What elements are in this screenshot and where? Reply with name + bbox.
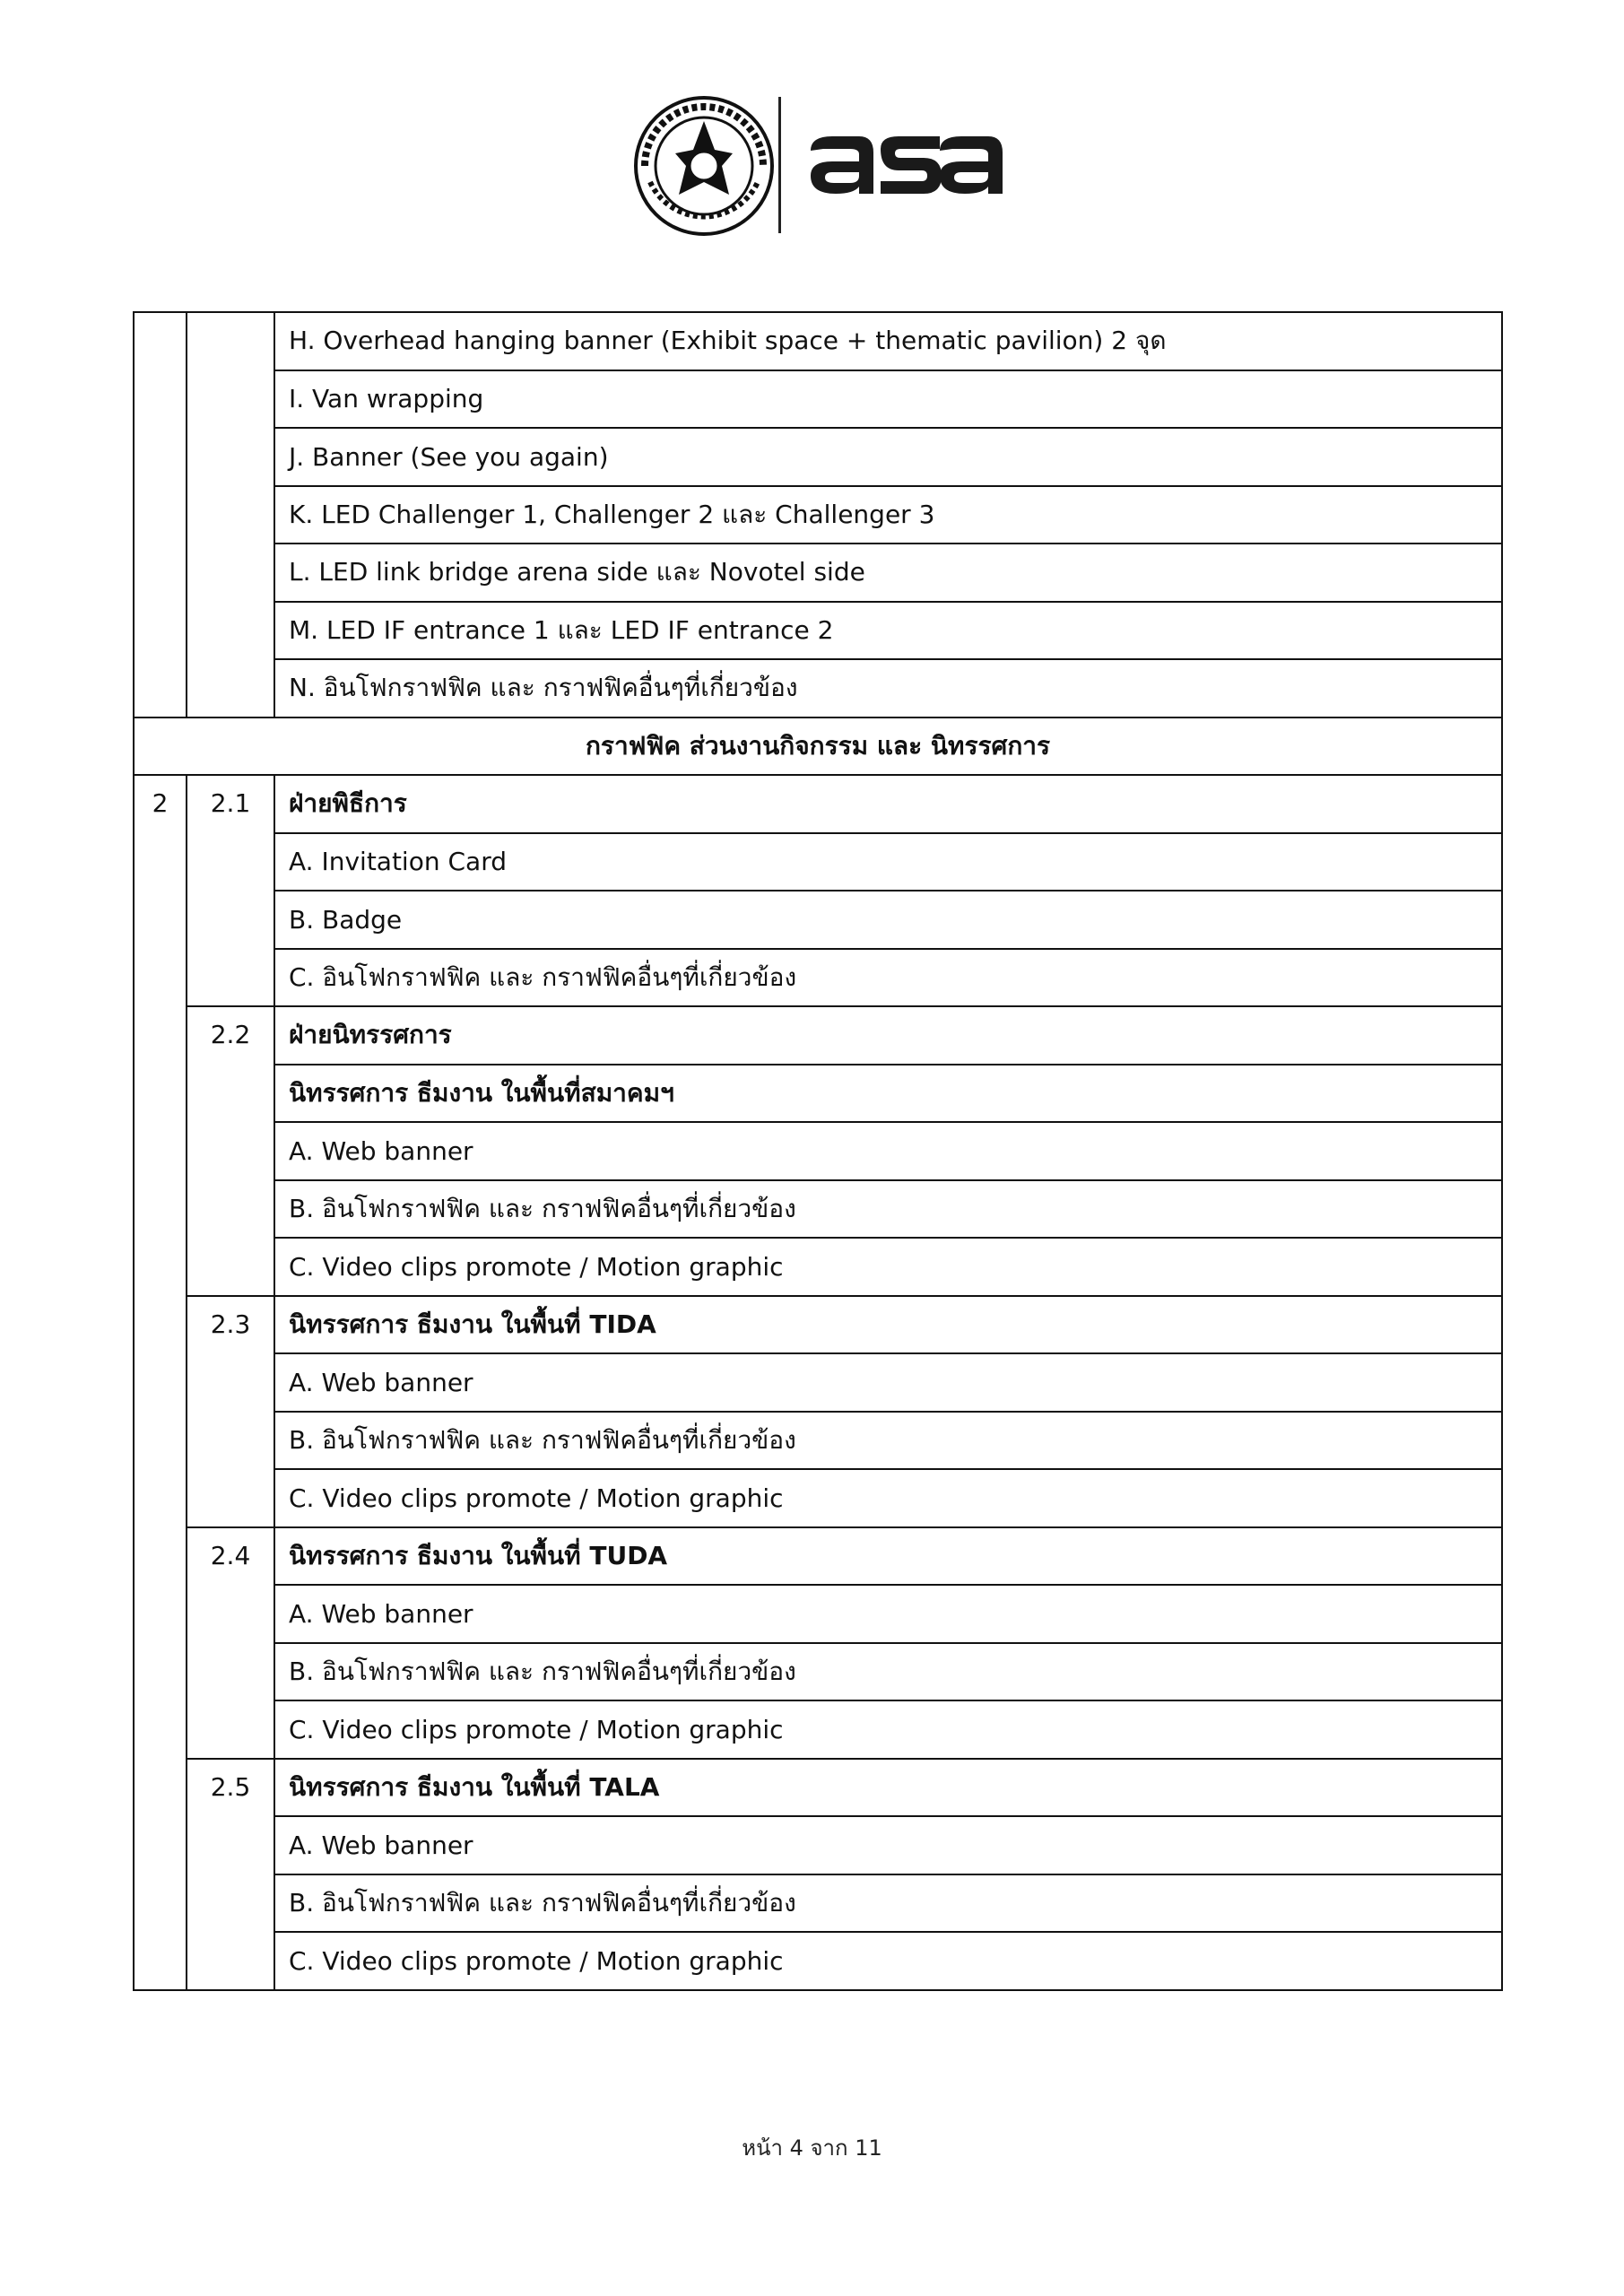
asa-brand-logo bbox=[805, 124, 1007, 204]
item-cell: L. LED link bridge arena side และ Novotel side bbox=[274, 544, 1502, 602]
subsection-heading-cell: นิทรรศการ ธีมงาน ในพื้นที่ TIDA bbox=[274, 1296, 1502, 1354]
subsection-number-cell: 2.3 bbox=[187, 1296, 274, 1527]
table-row bbox=[134, 1238, 1502, 1296]
item-cell: C. อินโฟกราฟฟิค และ กราฟฟิคอื่นๆที่เกี่ยวข้อง bbox=[274, 949, 1502, 1007]
item-cell: N. อินโฟกราฟฟิค และ กราฟฟิคอื่นๆที่เกี่ยวข้อง bbox=[274, 659, 1502, 718]
graphics-scope-table bbox=[133, 311, 1503, 1991]
table-row bbox=[134, 486, 1502, 544]
item-cell: J. Banner (See you again) bbox=[274, 428, 1502, 486]
table-row bbox=[134, 1816, 1502, 1874]
subsection-heading-cell: นิทรรศการ ธีมงาน ในพื้นที่ TUDA bbox=[274, 1527, 1502, 1586]
item-cell: B. อินโฟกราฟฟิค และ กราฟฟิคอื่นๆที่เกี่ยวข้อง bbox=[274, 1180, 1502, 1239]
section-title-row: กราฟฟิค ส่วนงานกิจกรรม และ นิทรรศการ bbox=[134, 718, 1502, 776]
subsection-number-cell: 2.4 bbox=[187, 1527, 274, 1759]
item-cell: M. LED IF entrance 1 และ LED IF entrance 2 bbox=[274, 602, 1502, 660]
table-row bbox=[134, 544, 1502, 602]
item-cell: B. อินโฟกราฟฟิค และ กราฟฟิคอื่นๆที่เกี่ยวข้อง bbox=[274, 1874, 1502, 1933]
item-cell: A. Web banner bbox=[274, 1816, 1502, 1874]
table-row bbox=[134, 1700, 1502, 1759]
page-header bbox=[0, 90, 1624, 242]
item-cell: C. Video clips promote / Motion graphic bbox=[274, 1700, 1502, 1759]
subsection-heading-cell: ฝ่ายพิธีการ bbox=[274, 775, 1502, 833]
subsection-heading-cell: ฝ่ายนิทรรศการ bbox=[274, 1006, 1502, 1065]
table-row bbox=[134, 659, 1502, 718]
table-row bbox=[134, 1180, 1502, 1239]
table-row bbox=[134, 1643, 1502, 1701]
item-cell: A. Web banner bbox=[274, 1122, 1502, 1180]
table-row bbox=[134, 1527, 1502, 1586]
table-row bbox=[134, 1412, 1502, 1470]
subsection-number-cell: 2.5 bbox=[187, 1759, 274, 1990]
section-number-cell: 2 bbox=[134, 775, 187, 1990]
table-row bbox=[134, 775, 1502, 833]
item-cell: B. อินโฟกราฟฟิค และ กราฟฟิคอื่นๆที่เกี่ยวข้อง bbox=[274, 1643, 1502, 1701]
table-row bbox=[134, 1065, 1502, 1123]
table-row bbox=[134, 1759, 1502, 1817]
subsection-subheading-cell: นิทรรศการ ธีมงาน ในพื้นที่สมาคมฯ bbox=[274, 1065, 1502, 1123]
item-cell: B. Badge bbox=[274, 891, 1502, 949]
subsection-number-cell: 2.2 bbox=[187, 1006, 274, 1296]
table-row bbox=[134, 949, 1502, 1007]
subsection-number-cell bbox=[187, 312, 274, 718]
item-cell: A. Web banner bbox=[274, 1585, 1502, 1643]
table-row bbox=[134, 428, 1502, 486]
item-cell: C. Video clips promote / Motion graphic bbox=[274, 1932, 1502, 1990]
table-row bbox=[134, 718, 1502, 776]
table-row bbox=[134, 1585, 1502, 1643]
item-cell: A. Invitation Card bbox=[274, 833, 1502, 891]
item-cell: B. อินโฟกราฟฟิค และ กราฟฟิคอื่นๆที่เกี่ยวข้อง bbox=[274, 1412, 1502, 1470]
table-row bbox=[134, 891, 1502, 949]
subsection-number-cell: 2.1 bbox=[187, 775, 274, 1006]
item-cell: C. Video clips promote / Motion graphic bbox=[274, 1238, 1502, 1296]
table-row bbox=[134, 1296, 1502, 1354]
table-row bbox=[134, 312, 1502, 370]
table-row bbox=[134, 1469, 1502, 1527]
table-row bbox=[134, 833, 1502, 891]
item-cell: K. LED Challenger 1, Challenger 2 และ Challenger 3 bbox=[274, 486, 1502, 544]
table-row bbox=[134, 1006, 1502, 1065]
item-cell: C. Video clips promote / Motion graphic bbox=[274, 1469, 1502, 1527]
table-row bbox=[134, 1874, 1502, 1933]
table-row bbox=[134, 602, 1502, 660]
subsection-heading-cell: นิทรรศการ ธีมงาน ในพื้นที่ TALA bbox=[274, 1759, 1502, 1817]
item-cell: A. Web banner bbox=[274, 1353, 1502, 1412]
header-divider bbox=[778, 97, 781, 233]
association-seal-logo bbox=[632, 94, 776, 238]
item-cell: H. Overhead hanging banner (Exhibit space + thematic pavilion) 2 จุด bbox=[274, 312, 1502, 370]
table-row bbox=[134, 1353, 1502, 1412]
page-number: หน้า 4 จาก 11 bbox=[742, 2135, 882, 2161]
table-row bbox=[134, 1122, 1502, 1180]
section-number-cell bbox=[134, 312, 187, 718]
table-row bbox=[134, 370, 1502, 429]
item-cell: I. Van wrapping bbox=[274, 370, 1502, 429]
table-row bbox=[134, 1932, 1502, 1990]
